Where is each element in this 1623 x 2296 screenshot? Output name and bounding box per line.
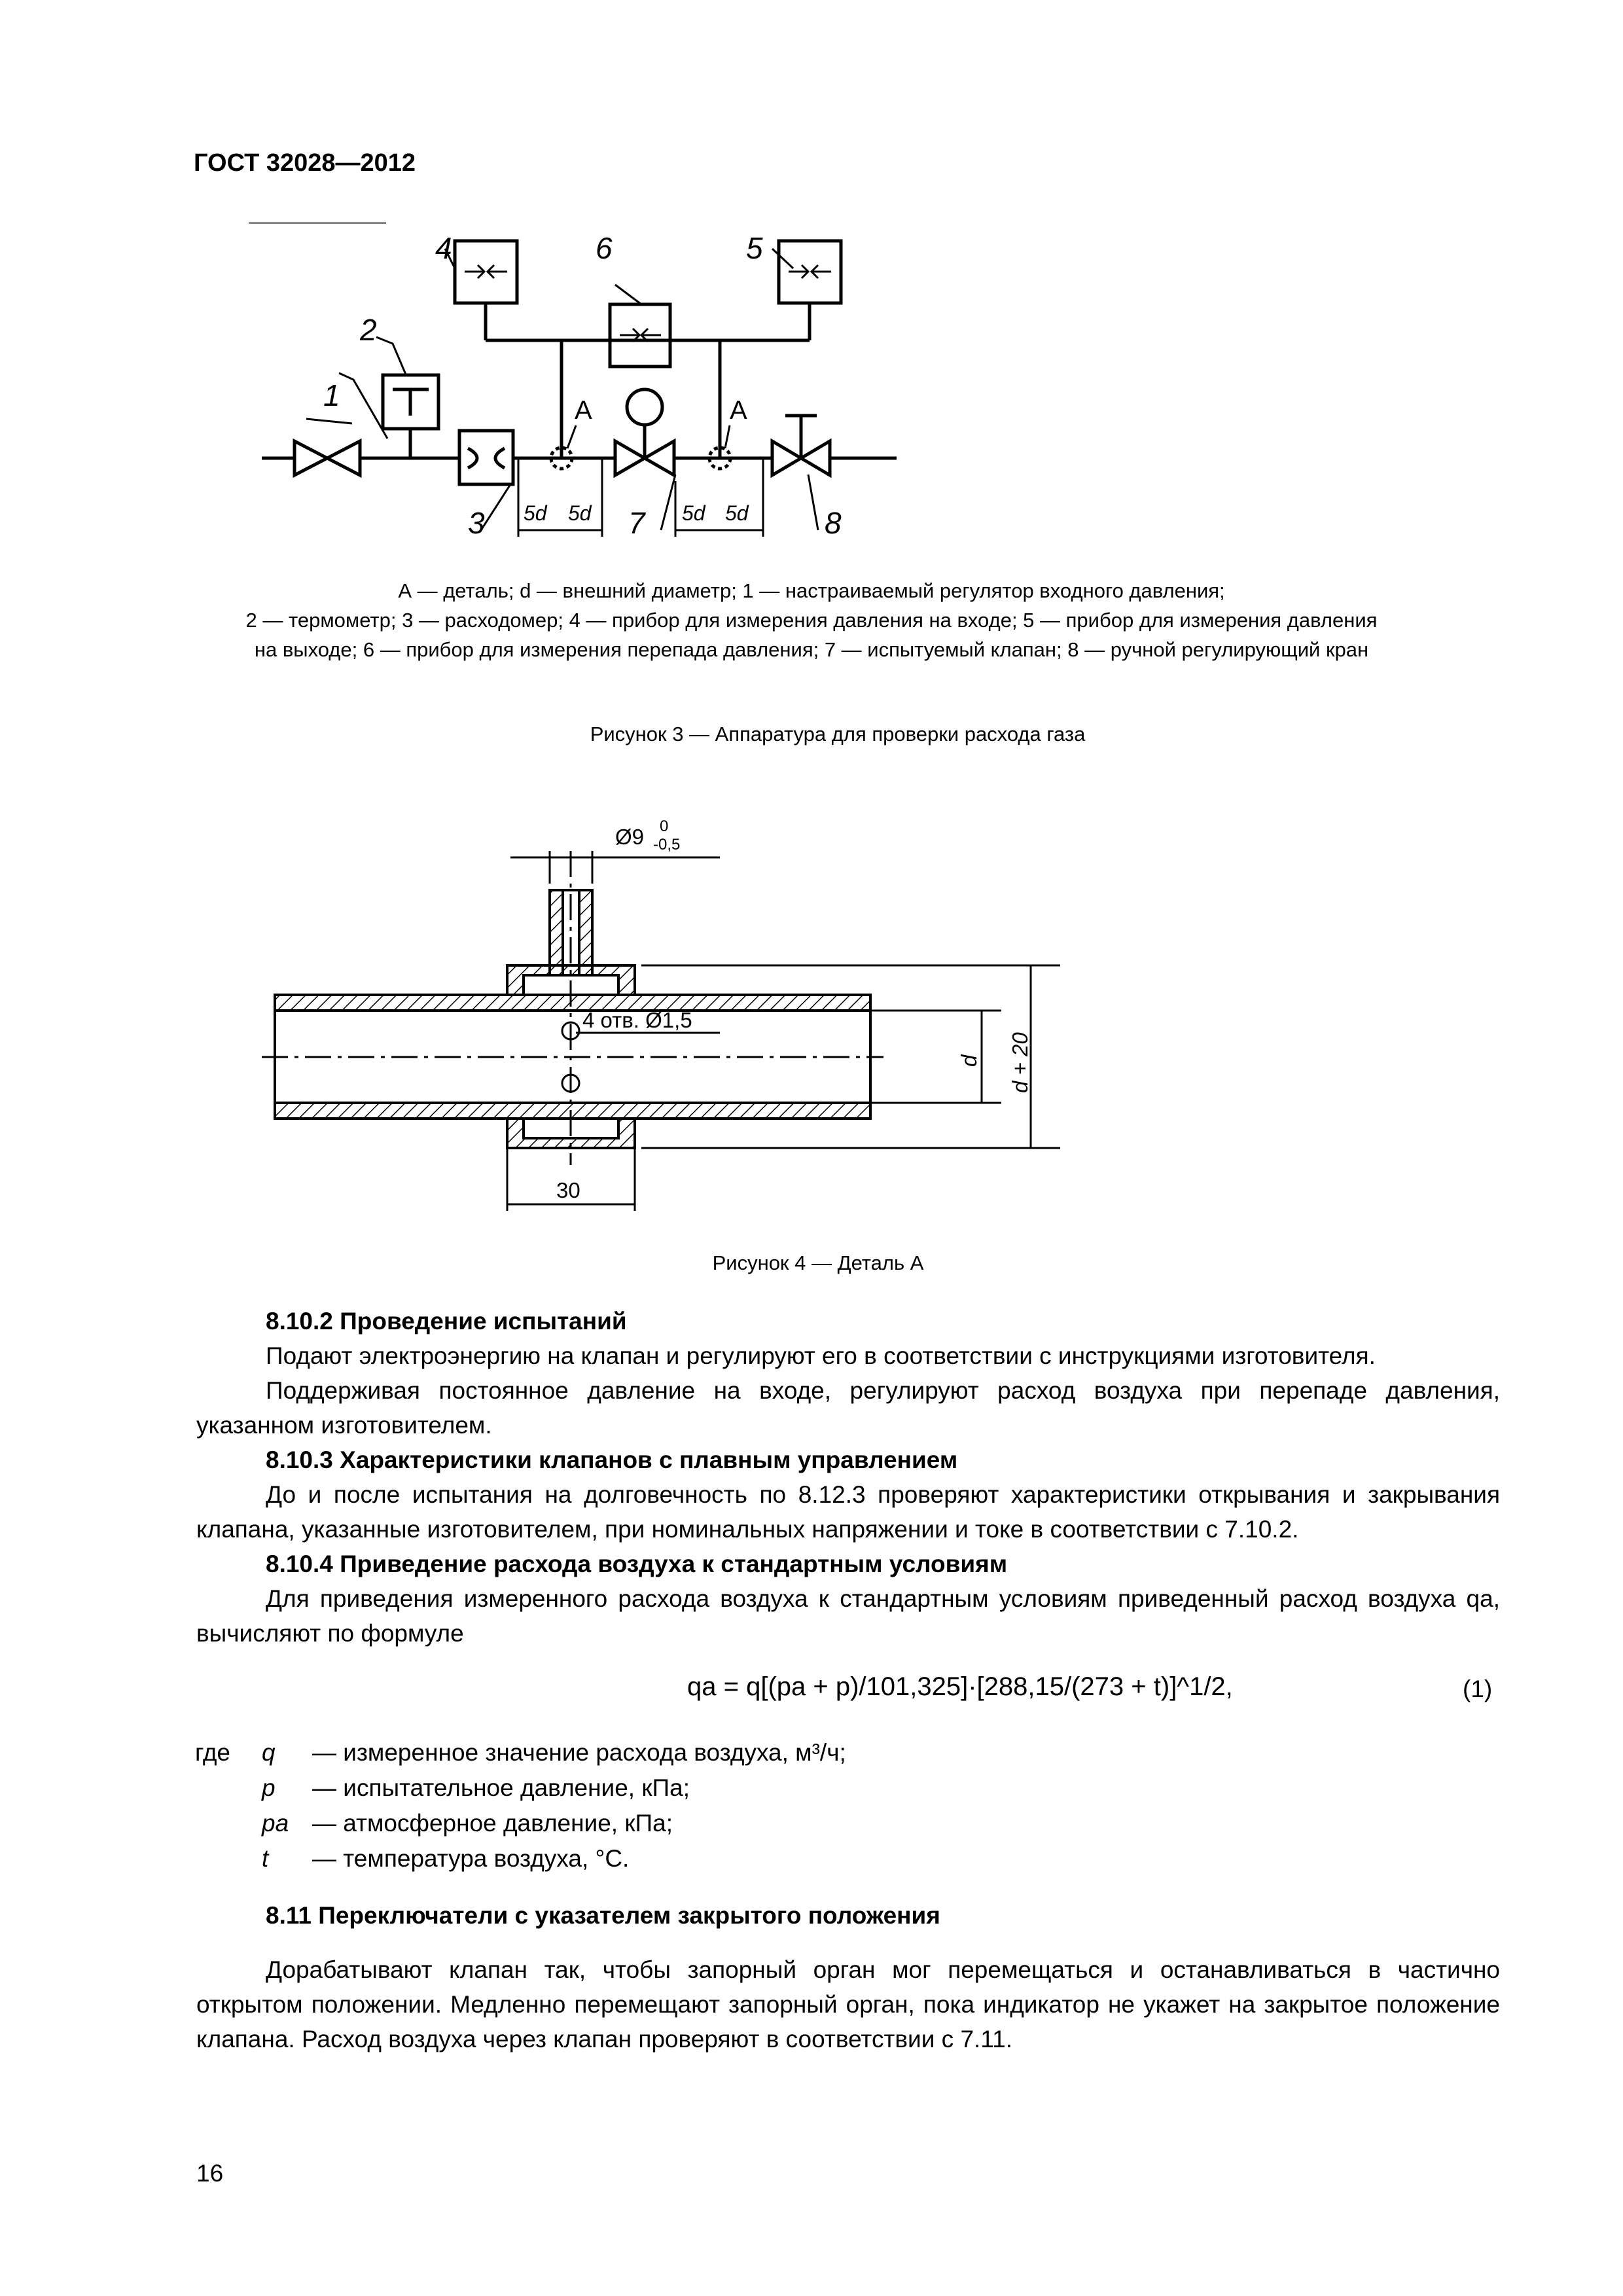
- figure-3-legend-line-2: 2 — термометр; 3 — расходомер; 4 — прибор для измерения давления на входе; 5 — прибор для измерения давления: [245, 609, 1378, 632]
- section-8-10-4-title: 8.10.4 Приведение расхода воздуха к стандартным условиям: [266, 1551, 1008, 1577]
- document-header: ГОСТ 32028—2012: [194, 149, 416, 177]
- figure-3-caption: Рисунок 3 — Аппаратура для проверки расхода газа: [590, 723, 1086, 745]
- fig3-label-4: 4: [435, 231, 452, 265]
- where-word: где: [195, 1739, 231, 1766]
- figure-3-legend-line-1: А — деталь; d — внешний диаметр; 1 — настраиваемый регулятор входного давления;: [398, 579, 1225, 602]
- fig3-label-1: 1: [323, 378, 340, 412]
- section-8-10-2-title: 8.10.2 Проведение испытаний: [266, 1308, 627, 1335]
- fig3-label-8: 8: [825, 506, 842, 540]
- figure-3-legend-line-3: на выходе; 6 — прибор для измерения перепада давления; 7 — испытуемый клапан; 8 — ручной регулирующий кран: [254, 638, 1369, 661]
- where-desc: — температура воздуха, °С.: [312, 1845, 630, 1872]
- section-8-11-p1: Дорабатывают клапан так, чтобы запорный орган мог перемещаться и останавливаться в частично открытом положении. Медленно перемещают запорный орган, пока индикатор не укажет на закрытое положение клапана. Расход воздуха через клапан проверяют в соответствии с 7.11.: [196, 1956, 1500, 2053]
- section-8-10-4-p1: Для приведения измеренного расхода воздуха к стандартным условиям приведенный расход воздуха qa, вычисляют по формуле: [196, 1585, 1500, 1647]
- fig4-dim-d: d: [957, 1054, 981, 1067]
- figure-4-caption: Рисунок 4 — Деталь А: [712, 1251, 924, 1274]
- fig3-label-a-left: А: [575, 396, 592, 425]
- where-sym: t: [262, 1845, 269, 1872]
- fig3-dim-5d-2: 5d: [568, 501, 592, 525]
- fig3-label-5: 5: [746, 231, 763, 265]
- figure-3-diagram: [249, 223, 916, 550]
- fig4-dim-30: 30: [556, 1178, 580, 1202]
- where-sym: p: [262, 1774, 276, 1801]
- formula-legend: [194, 1734, 847, 1877]
- fig4-holes-label: 4 отв. Ø1,5: [582, 1008, 692, 1032]
- section-8-10-2-p1: Подают электроэнергию на клапан и регулируют его в соответствии с инструкциями изготовителя.: [266, 1342, 1376, 1369]
- fig3-dim-5d-3: 5d: [682, 501, 705, 525]
- where-desc: — измеренное значение расхода воздуха, м³/ч;: [312, 1739, 846, 1766]
- fig4-dim-tol-upper: 0: [660, 817, 669, 835]
- fig3-dim-5d-1: 5d: [524, 501, 547, 525]
- fig3-label-3: 3: [468, 506, 485, 540]
- fig3-label-2: 2: [360, 313, 377, 347]
- where-sym: pa: [262, 1810, 289, 1837]
- where-desc: — испытательное давление, кПа;: [312, 1774, 690, 1801]
- where-desc: — атмосферное давление, кПа;: [312, 1810, 673, 1837]
- formula-1-number: (1): [1463, 1676, 1493, 1702]
- fig4-dim-diameter: Ø9: [615, 825, 645, 849]
- page-number: 16: [196, 2160, 224, 2187]
- fig3-label-a-right: А: [730, 396, 747, 425]
- section-8-10-3-p1: До и после испытания на долговечность по 8.12.3 проверяют характеристики открывания и закрывания клапана, указанные изготовителем, при номинальных напряжении и токе в соответствии с 7.10.2.: [196, 1481, 1500, 1543]
- formula-1: qa = q[(pa + p)/101,325]·[288,15/(273 + t)]^1/2,: [687, 1672, 1233, 1701]
- fig3-label-6: 6: [596, 231, 613, 265]
- fig3-label-7: 7: [628, 506, 645, 540]
- where-sym: q: [262, 1739, 276, 1766]
- fig4-dim-d-plus-20: d + 20: [1008, 1032, 1032, 1093]
- fig4-dim-tol-lower: -0,5: [653, 836, 681, 853]
- section-8-11-title: 8.11 Переключатели с указателем закрытого положения: [266, 1902, 940, 1929]
- section-8-10-3-title: 8.10.3 Характеристики клапанов с плавным управлением: [266, 1446, 958, 1473]
- section-8-10-2-p2: Поддерживая постоянное давление на входе, регулируют расход воздуха при перепаде давления, указанном изготовителем.: [196, 1377, 1500, 1439]
- fig3-dim-5d-4: 5d: [725, 501, 749, 525]
- figure-4-diagram: [262, 805, 1060, 1230]
